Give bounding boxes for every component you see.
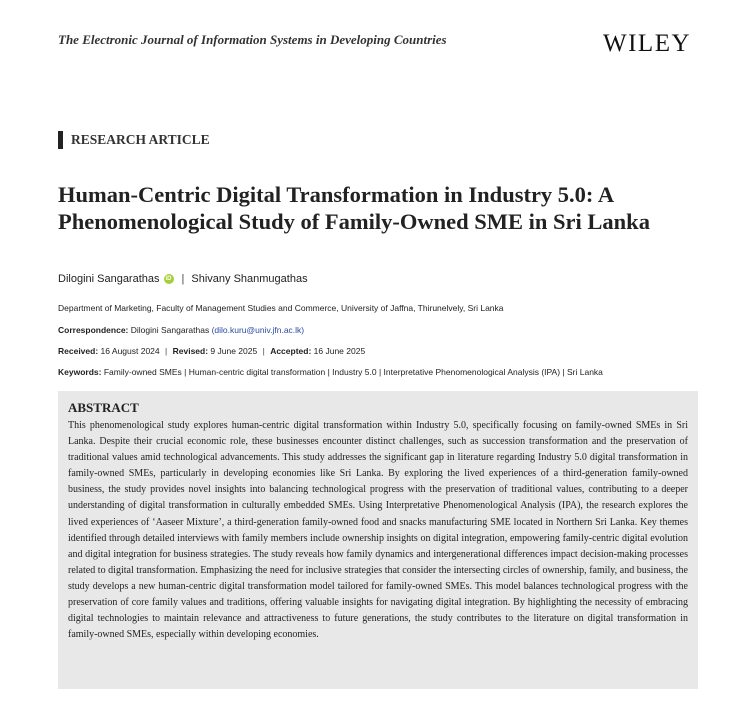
abstract-box: [58, 391, 698, 689]
keywords-text: Family-owned SMEs | Human-centric digital transformation | Industry 5.0 | Interpretative Phenomenological Analysis (IPA) | Sri Lanka: [103, 367, 603, 377]
article-title: Human-Centric Digital Transformation in Industry 5.0: A Phenomenological Study of Family-Owned SME in Sri Lanka: [58, 182, 650, 234]
date-separator: |: [262, 346, 265, 356]
revised-date: 9 June 2025: [210, 346, 258, 356]
received-label: Received:: [58, 346, 99, 356]
keywords: [58, 367, 603, 377]
correspondence-name: Dilogini Sangarathas: [130, 325, 210, 335]
author-separator: |: [181, 273, 185, 285]
accepted-label: Accepted:: [270, 346, 312, 356]
publisher-logo: WILEY: [603, 30, 692, 57]
abstract-heading: ABSTRACT: [68, 400, 139, 415]
journal-name: The Electronic Journal of Information Systems in Developing Countries: [58, 32, 447, 47]
correspondence-label: Correspondence:: [58, 325, 129, 335]
abstract-text: This phenomenological study explores human-centric digital transformation within Industry 5.0, specifically focusing on family-owned SMEs in Sri Lanka. Despite their crucial economic role, these businesses encounter distinct challenges, such as succession transformation and the preservation of traditional values amid technological advancements. This study addresses the significant gap in literature regarding Industry 5.0 digital transformation in family-owned SMEs, particularly in developing economies like Sri Lanka. By exploring the lived experiences of a third-generation family-owned business, the study provides novel insights into balancing technological progress with the preservation of traditional values, contributing to a deeper understanding of digital transformation in culturally embedded SMEs. Using Interpretative Phenomenological Analysis (IPA), the research explores the lived experiences of ‘Aaseer Mixture’, a third-generation family-owned food and snacks manufacturing SME located in Northern Sri Lanka. Key themes identified through detailed interviews with family members include ownership insights on digital integration, empowering family-centric digital evolution and digital integration for business strategies. The study reveals how family dynamics and intergenerational differences impact decision-making processes related to digital transformation. Emphasizing the need for inclusive strategies that consider the intersecting circles of ownership, family, and business, the study develops a new human-centric digital transformation model tailored for family-owned SMEs. This model balances technological progress with the preservation of core family values and traditions, offering valuable insights for navigating digital integration. By highlighting the necessity of embracing digital technologies to maintain relevance and attractiveness to future generations, the study contributes to the literature on digital transformation in family-owned SMEs, especially within developing economies.: [68, 420, 688, 641]
orcid-icon[interactable]: iD: [165, 276, 172, 282]
received-date: 16 August 2024: [100, 346, 160, 356]
author-list: [58, 273, 308, 285]
author-name[interactable]: Dilogini Sangarathas: [58, 273, 160, 285]
correspondence-email-link[interactable]: (dilo.kuru@univ.jfn.ac.lk): [211, 325, 305, 335]
correspondence: [58, 325, 304, 335]
revised-label: Revised:: [172, 346, 209, 356]
keywords-label: Keywords:: [58, 367, 102, 377]
date-separator: |: [165, 346, 168, 356]
article-type: RESEARCH ARTICLE: [58, 131, 210, 149]
accepted-date: 16 June 2025: [313, 346, 366, 356]
article-dates: [58, 346, 365, 356]
affiliation: Department of Marketing, Faculty of Management Studies and Commerce, University of Jaffna, Thirunelvely, Sri Lanka: [58, 303, 504, 313]
author-name[interactable]: Shivany Shanmugathas: [191, 273, 308, 285]
